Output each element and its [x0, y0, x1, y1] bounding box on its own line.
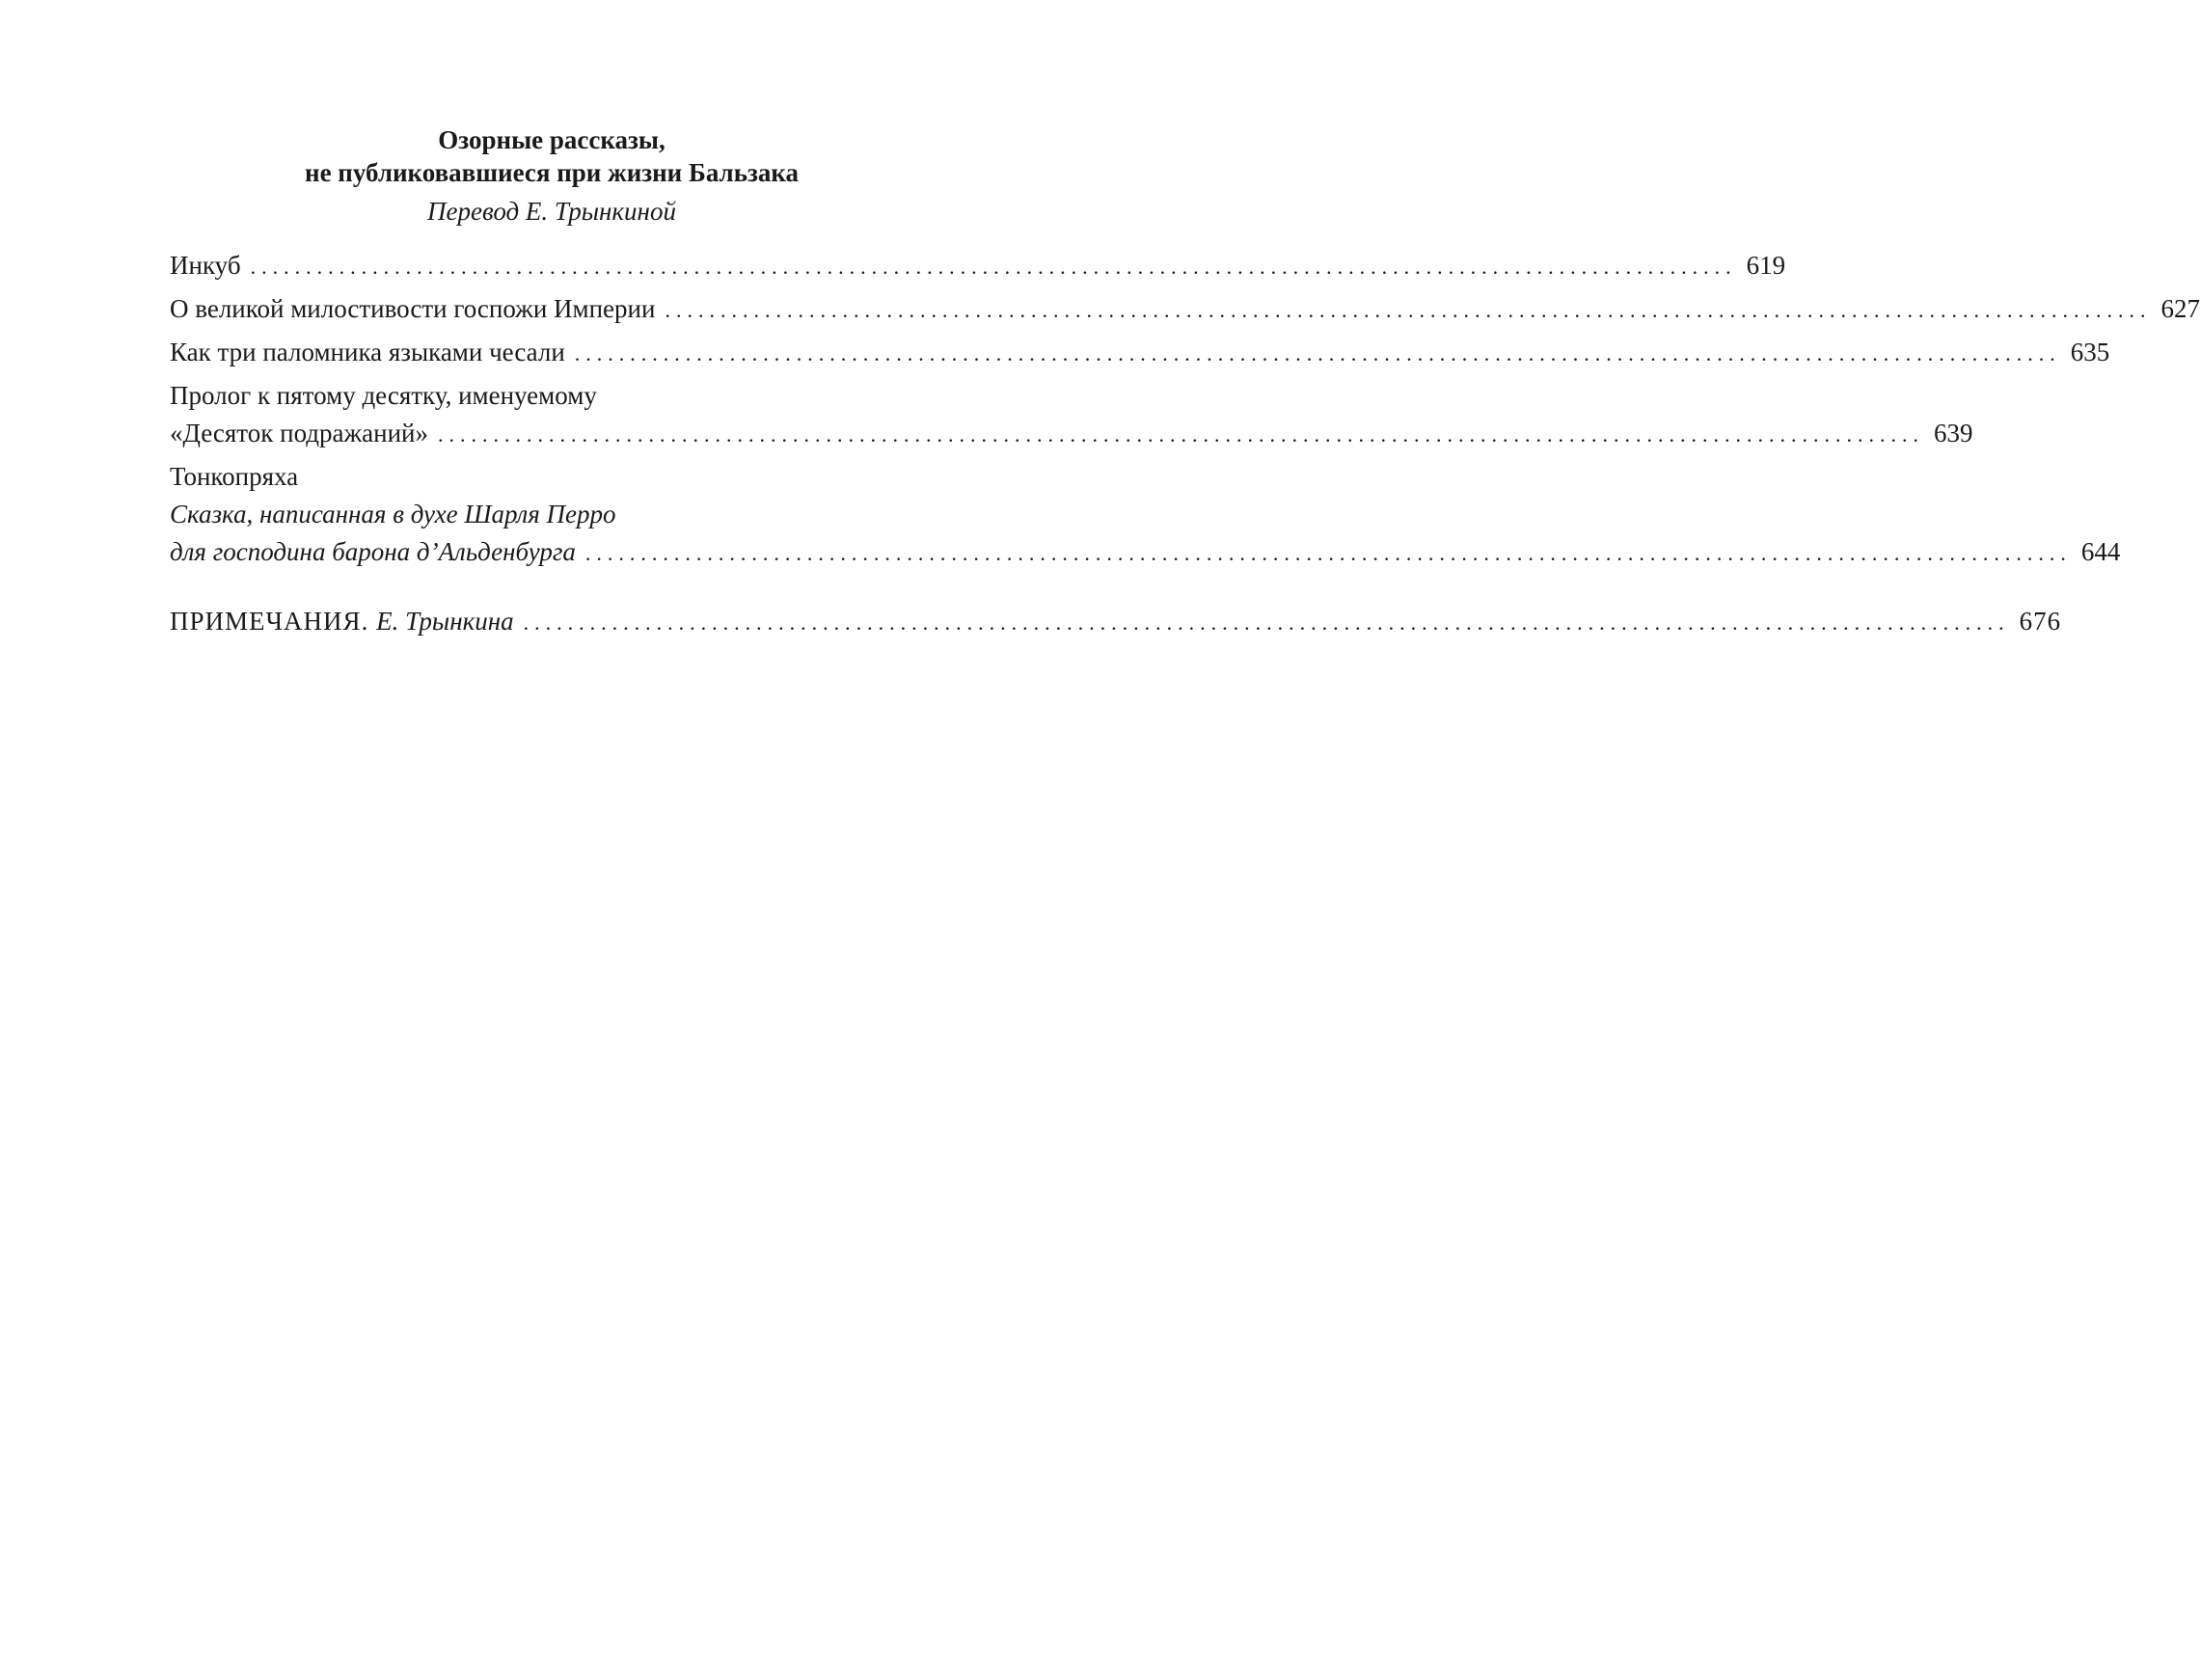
toc-list — [170, 247, 2200, 641]
section-title-line-2: не публиковавшиеся при жизни Бальзака — [305, 158, 799, 187]
toc-entry[interactable] — [170, 247, 1786, 285]
toc-entry-page: 639 — [1934, 419, 1973, 447]
toc-entry-title: Инкуб — [170, 251, 241, 280]
translator-credit: Перевод Е. Трынкиной — [427, 197, 676, 226]
toc-entry-page: 644 — [2080, 537, 2121, 566]
leader-dots: ...................................................................................................................................... — [574, 341, 2061, 366]
toc-entry-subtitle-line-2: для господина барона д’Альденбурга — [170, 537, 576, 566]
toc-entry-title-line-1: Пролог к пятому десятку, именуемому — [170, 381, 597, 410]
toc-entry-title-line-2: «Десяток подражаний» — [170, 419, 428, 447]
toc-entry-page: 635 — [2070, 338, 2110, 366]
toc-entry-notes[interactable] — [170, 603, 2062, 641]
toc-entry[interactable] — [170, 334, 2110, 372]
leader-dots: ...................................................................................................................................... — [523, 610, 2010, 635]
toc-entry-subtitle-line-1: Сказка, написанная в духе Шарля Перро — [170, 500, 616, 528]
toc-entry-title-line-1: Тонкопряха — [170, 462, 299, 491]
toc-entry[interactable] — [170, 377, 1973, 453]
toc-entry-page: 627 — [2160, 294, 2200, 323]
toc-entry[interactable] — [170, 290, 2200, 329]
toc-entry-page: 676 — [2019, 607, 2062, 636]
leader-dots: ...................................................................................................................................... — [438, 422, 1924, 447]
notes-author: Е. Трынкина — [376, 607, 514, 636]
toc-entry-page: 619 — [1746, 251, 1786, 280]
notes-label: ПРИМЕЧАНИЯ. — [170, 607, 369, 636]
leader-dots: ...................................................................................................................................... — [665, 298, 2152, 322]
table-of-contents-page — [170, 123, 2200, 646]
leader-dots: ...................................................................................................................................... — [584, 541, 2072, 565]
toc-entry-title: Как три паломника языками чесали — [170, 338, 565, 366]
notes-label-wrapper — [170, 603, 514, 640]
section-title-line-1: Озорные рассказы, — [438, 125, 665, 154]
leader-dots: ...................................................................................................................................... — [250, 255, 1737, 279]
toc-entry-title: О великой милостивости госпожи Империи — [170, 294, 656, 323]
toc-entry[interactable] — [170, 458, 2121, 572]
